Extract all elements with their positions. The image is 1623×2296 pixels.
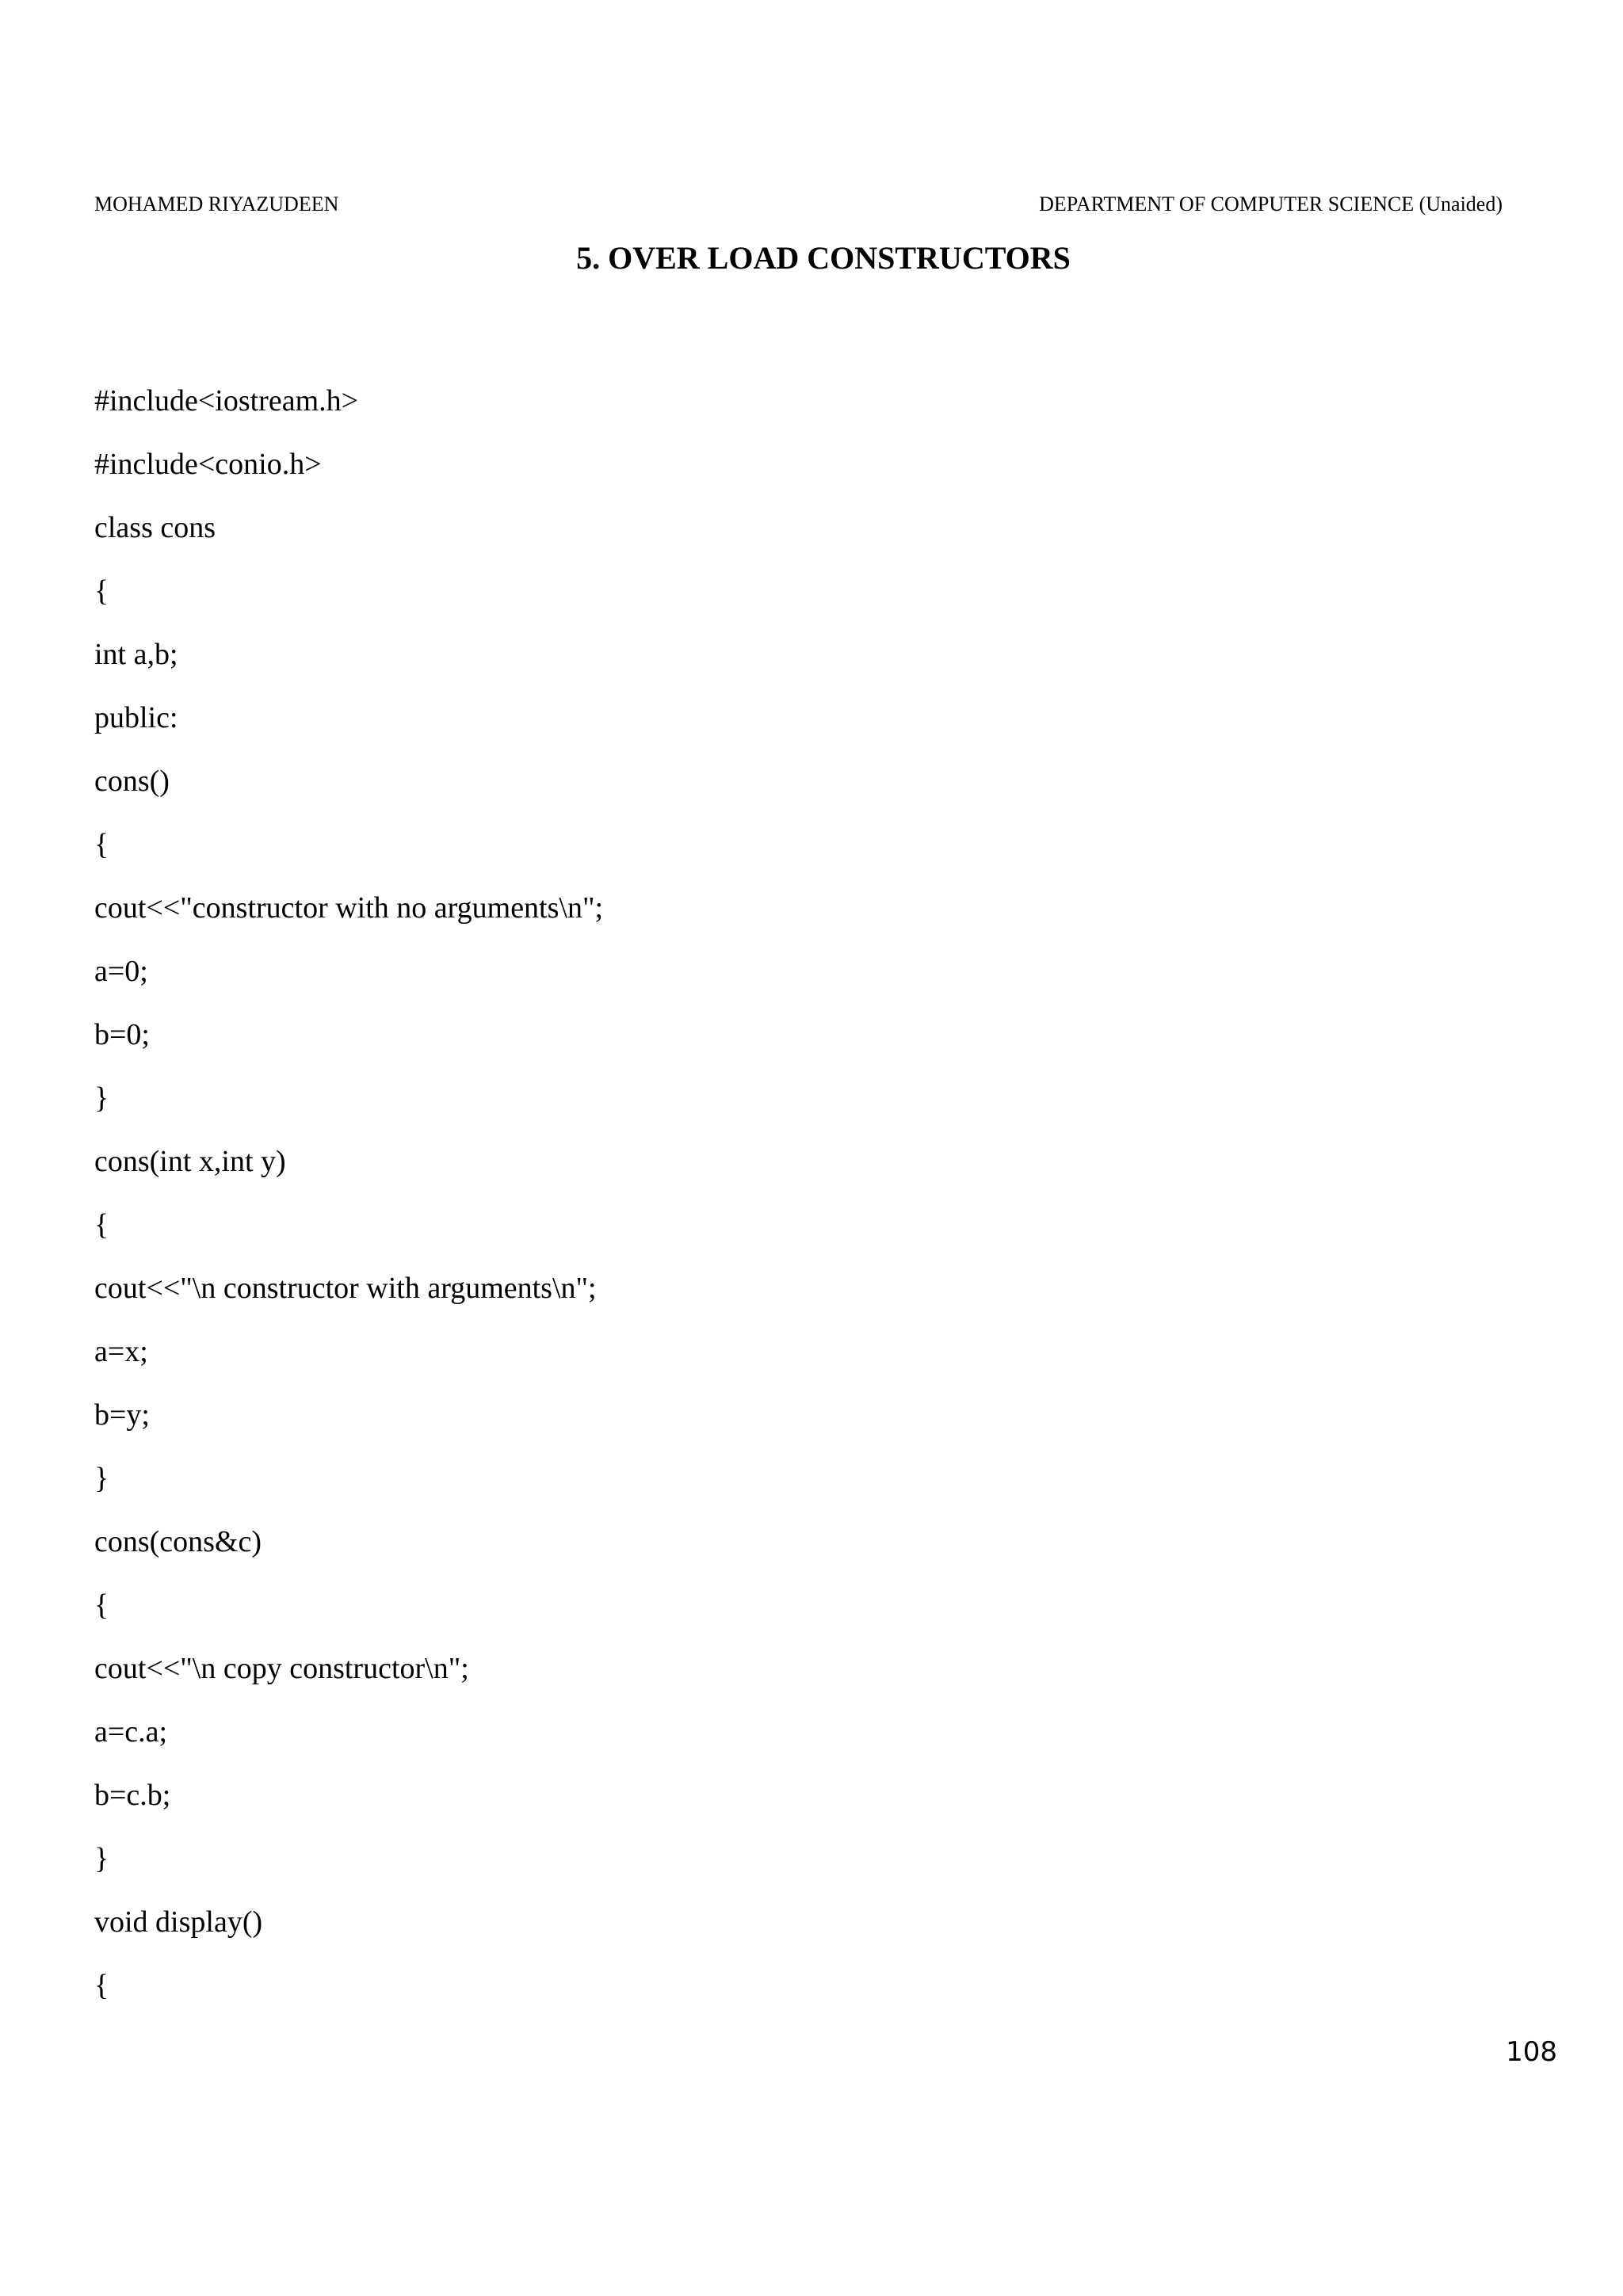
code-line: a=0; [94,955,148,988]
code-line: b=y; [94,1398,150,1432]
code-line: { [94,1208,109,1241]
code-line: cons(int x,int y) [94,1145,286,1178]
code-line: { [94,574,109,608]
code-line: void display() [94,1905,263,1939]
code-line: a=x; [94,1335,148,1368]
code-line: cout<<"constructor with no arguments\n"; [94,891,604,925]
page-number: 108 [1506,2036,1557,2068]
header-author: MOHAMED RIYAZUDEEN [94,193,339,215]
code-line: { [94,1589,109,1622]
page-title: 5. OVER LOAD CONSTRUCTORS [576,240,1071,276]
code-line: } [94,1842,109,1875]
code-line: #include<iostream.h> [94,384,359,418]
code-line: { [94,828,109,861]
code-line: } [94,1081,109,1115]
code-line: b=c.b; [94,1779,171,1812]
code-line: { [94,1969,109,2002]
code-line: cons(cons&c) [94,1525,262,1558]
code-line: cout<<"\n copy constructor\n"; [94,1652,469,1685]
code-line: a=c.a; [94,1715,168,1749]
code-line: } [94,1462,109,1495]
code-listing [94,369,603,2017]
code-line: int a,b; [94,638,178,671]
code-line: public: [94,701,178,734]
header-department: DEPARTMENT OF COMPUTER SCIENCE (Unaided) [1039,193,1503,215]
code-line: cons() [94,765,170,798]
code-line: class cons [94,511,216,544]
code-line: #include<conio.h> [94,448,322,481]
code-line: cout<<"\n constructor with arguments\n"; [94,1272,597,1305]
code-line: b=0; [94,1018,150,1051]
